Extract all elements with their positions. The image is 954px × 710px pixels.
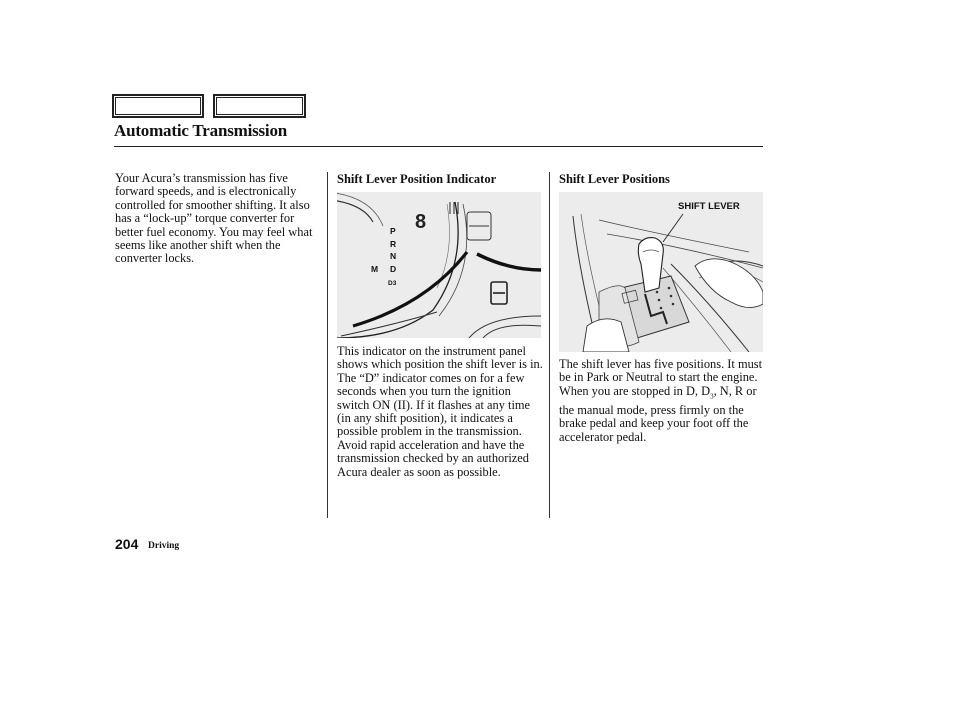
gear-label-p: P: [390, 226, 396, 236]
column-divider-1: [327, 172, 328, 518]
positions-description: The shift lever has five positions. It must be in Park or Neutral to start the engine. When you are stopped in D, $D_3$, N, R or the manual mode, press firmly on the brake pedal and keep your foot off the accelerator pedal.: [559, 357, 763, 444]
page-number: 204: [115, 536, 139, 552]
svg-text:8: 8: [415, 211, 427, 233]
shift-lever-drawing: [559, 192, 763, 352]
gear-label-m: M: [371, 264, 379, 274]
gear-label-d3: D3: [388, 280, 397, 287]
positions-heading: Shift Lever Positions: [559, 172, 670, 186]
column-divider-2: [549, 172, 550, 518]
indicator-heading: Shift Lever Position Indicator: [337, 172, 497, 186]
gear-label-d: D: [390, 264, 397, 274]
indicator-illustration: [337, 192, 541, 338]
previous-page-button[interactable]: [112, 94, 204, 118]
indicator-paragraph-2: The “D” indicator comes on for a few seconds when you turn the ignition switch ON (II). If it flashes at any time (in any shift position), it indicates a possible problem in the transmission. Avoid rapid acceleration and have the transmission checked by an authorized Acura dealer as soon as possible.: [337, 370, 531, 479]
indicator-paragraph-1: This indicator on the instrument panel shows which position the shift lever is in.: [337, 344, 543, 372]
gear-label-r: R: [390, 239, 397, 249]
indicator-description: [337, 345, 543, 479]
page-title: Automatic Transmission: [114, 121, 288, 140]
instrument-panel-drawing: [337, 192, 541, 338]
intro-paragraph: Your Acura’s transmission has five forward speeds, and is electronically controlled for smoother shifting. It also has a “lock-up” torque converter for better fuel economy. You may feel what seems like another shift when the converter locks.: [115, 171, 313, 266]
shift-lever-illustration: [559, 192, 763, 352]
title-divider: [114, 146, 763, 147]
shift-lever-callout: SHIFT LEVER: [678, 201, 740, 212]
next-page-button[interactable]: [213, 94, 306, 118]
section-name: Driving: [148, 541, 180, 551]
gear-label-n: N: [390, 251, 397, 261]
